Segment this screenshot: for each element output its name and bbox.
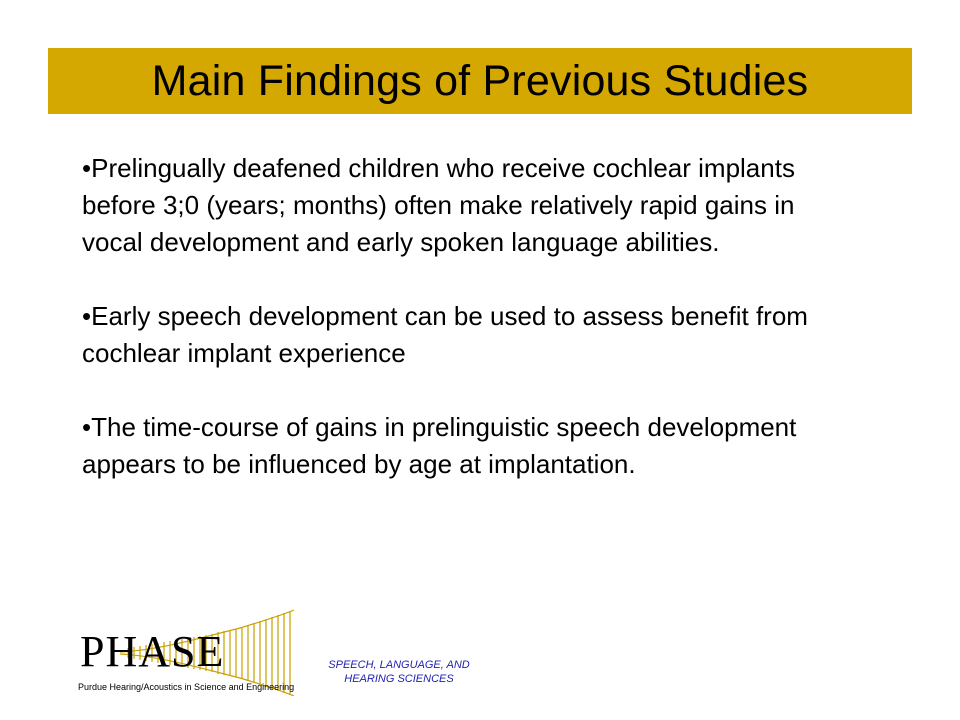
slide-title: Main Findings of Previous Studies (151, 56, 809, 105)
phase-logo (68, 608, 300, 698)
department-label (306, 658, 492, 686)
bullet-item: •Prelingually deafened children who receive cochlear implants before 3;0 (years; months) often make relatively rapid gains in vocal development and early spoken language abilities. (82, 153, 795, 257)
title-bar (48, 48, 912, 114)
logo-wordmark: PHASE (80, 627, 225, 676)
bullet-item: •The time-course of gains in prelinguistic speech development appears to be influenced by age at implantation. (82, 412, 797, 479)
department-line: SPEECH, LANGUAGE, AND (328, 659, 470, 671)
logo-subtitle: Purdue Hearing/Acoustics in Science and Engineering (78, 682, 295, 692)
bullet-item: •Early speech development can be used to assess benefit from cochlear implant experience (82, 301, 808, 368)
bullet-list (82, 150, 842, 520)
department-line: HEARING SCIENCES (344, 673, 454, 685)
